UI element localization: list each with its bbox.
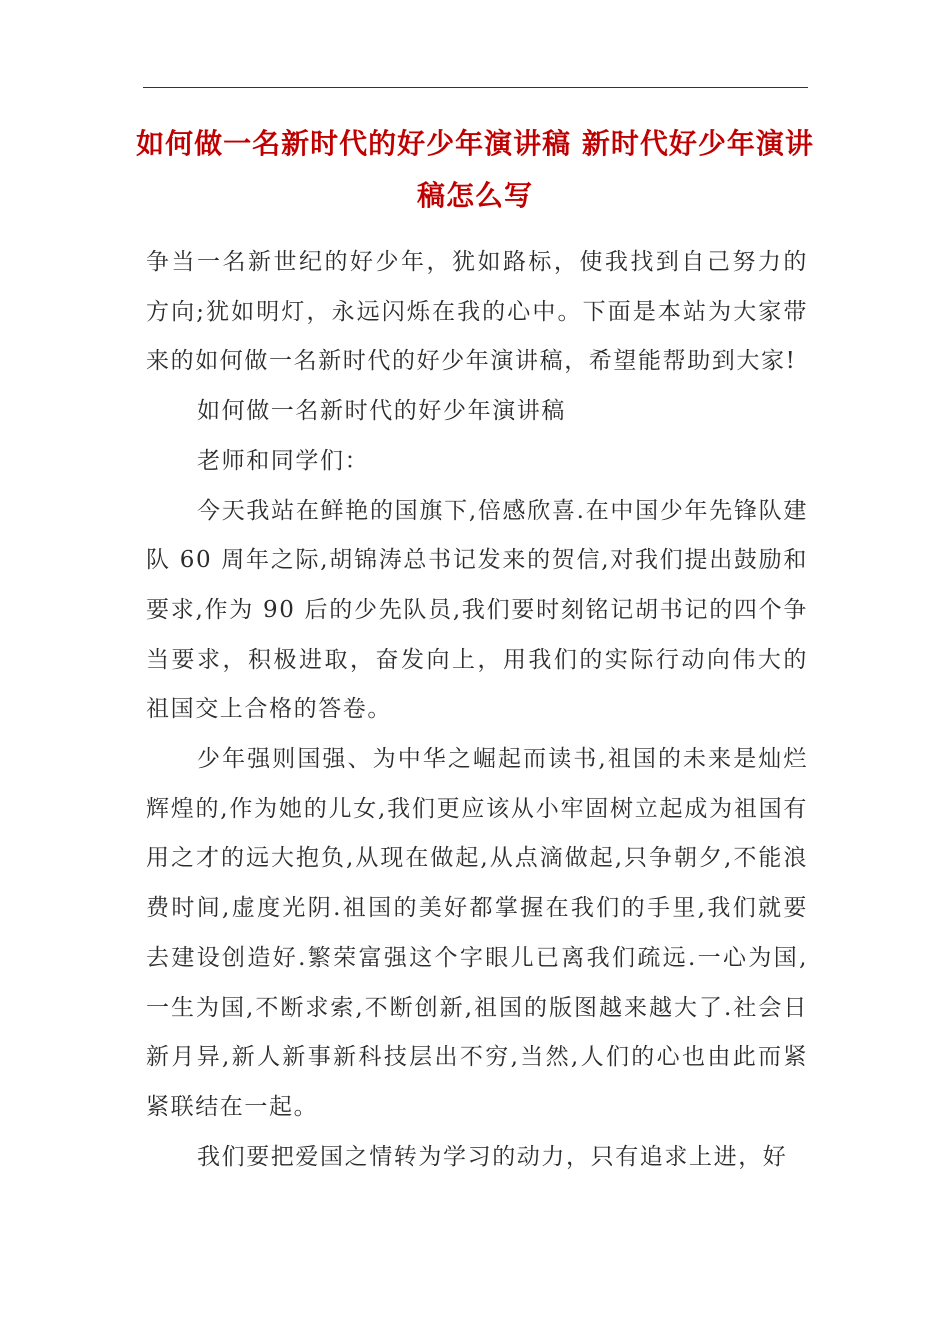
- salutation: 老师和同学们：: [197, 447, 370, 474]
- speech-heading: 如何做一名新时代的好少年演讲稿: [197, 398, 566, 425]
- document-title: 如何做一名新时代的好少年演讲稿 新时代好少年演讲稿怎么写: [136, 127, 814, 212]
- body-paragraph: 少年强则国强、为中华之崛起而读书,祖国的未来是灿烂辉煌的,作为她的儿女,我们更应该从小牢固树立起成为祖国有用之才的远大抱负,从现在做起,从点滴做起,只争朝夕,不能浪费时间,虚度光阴.祖国的美好都掌握在我们的手里,我们就要去建设创造好.繁荣富强这个字眼儿已离我们疏远.一心为国,一生为国,不断求索,不断创新,祖国的版图越来越大了.社会日新月异,新人新事新科技层出不穷,当然,人们的心也由此而紧紧联结在一起。: [146, 746, 808, 1120]
- intro-paragraph: 争当一名新世纪的好少年，犹如路标，使我找到自己努力的方向;犹如明灯，永远闪烁在我的心中。下面是本站为大家带来的如何做一名新时代的好少年演讲稿，希望能帮助到大家!: [146, 249, 808, 375]
- document-body: [146, 238, 808, 1182]
- body-paragraph: 我们要把爱国之情转为学习的动力，只有追求上进，好: [197, 1143, 788, 1170]
- header-rule: [143, 87, 808, 88]
- body-paragraph: 今天我站在鲜艳的国旗下,倍感欣喜.在中国少年先锋队建队 60 周年之际,胡锦涛总书记发来的贺信,对我们提出鼓励和要求,作为 90 后的少先队员,我们要时刻铭记胡书记的四个争当要求，积极进取，奋发向上，用我们的实际行动向伟大的祖国交上合格的答卷。: [146, 497, 808, 723]
